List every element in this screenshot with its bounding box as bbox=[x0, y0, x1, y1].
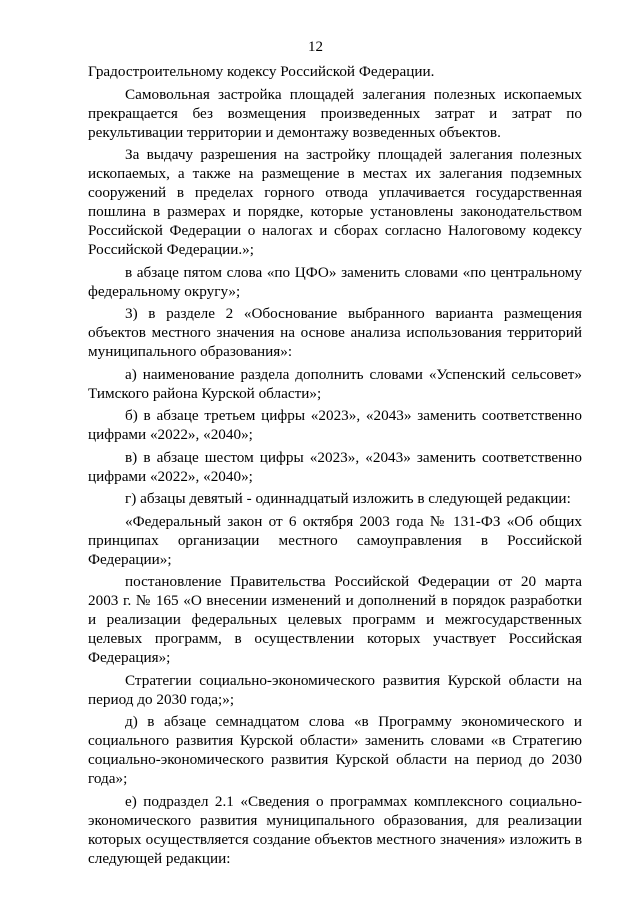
paragraph-9: г) абзацы девятый - одиннадцатый изложить в следующей редакции: bbox=[125, 490, 571, 507]
paragraph-13: д) в абзаце семнадцатом слова «в Программу экономического и социального развития Курской области» заменить словами «в Стратегию социально-экономического развития Курской области на период до 2030 года»; bbox=[88, 713, 582, 787]
paragraph-10: «Федеральный закон от 6 октября 2003 года № 131-ФЗ «Об общих принципах организации местного самоуправления в Российской Федерации»; bbox=[88, 512, 582, 568]
page-number: 12 bbox=[308, 39, 323, 55]
paragraph-2: Самовольная застройка площадей залегания полезных ископаемых прекращается без возмещения произведенных затрат и затрат по рекультивации территории и демонтажу возведенных объектов. bbox=[88, 85, 582, 141]
paragraph-3: За выдачу разрешения на застройку площадей залегания полезных ископаемых, а также на размещение в местах их залегания подземных сооружений в пределах горного отвода уплачивается государственная пошлина в размерах и порядке, которые установлены законодательством Российской Федерации о налогах и сборах согласно Налоговому кодексу Российской Федерации.»; bbox=[88, 146, 582, 258]
paragraph-12: Стратегии социально-экономического развития Курской области на период до 2030 года;»; bbox=[88, 671, 582, 708]
paragraph-4: в абзаце пятом слова «по ЦФО» заменить словами «по центральному федеральному округу»; bbox=[88, 263, 582, 300]
paragraph-1: Градостроительному кодексу Российской Федерации. bbox=[88, 63, 435, 80]
paragraph-5: 3) в разделе 2 «Обоснование выбранного варианта размещения объектов местного значения на основе анализа использования территорий муниципального образования»: bbox=[88, 305, 582, 360]
paragraph-14: е) подраздел 2.1 «Сведения о программах комплексного социально-экономического развития муниципального образования, для реализации которых осуществляется создание объектов местного значения» изложить в следующей редакции: bbox=[88, 792, 582, 867]
paragraph-8: в) в абзаце шестом цифры «2023», «2043» заменить соответственно цифрами «2022», «2040»; bbox=[88, 448, 582, 485]
paragraph-6: а) наименование раздела дополнить словами «Успенский сельсовет» Тимского района Курской области»; bbox=[88, 365, 582, 402]
paragraph-11: постановление Правительства Российской Федерации от 20 марта 2003 г. № 165 «О внесении изменений и дополнений в порядок разработки и реализации федеральных целевых программ и межгосударственных целевых программ, в осуществлении которых участвует Российская Федерация»; bbox=[88, 573, 582, 666]
document-body bbox=[88, 62, 582, 871]
paragraph-7: б) в абзаце третьем цифры «2023», «2043» заменить соответственно цифрами «2022», «2040»; bbox=[88, 407, 582, 443]
